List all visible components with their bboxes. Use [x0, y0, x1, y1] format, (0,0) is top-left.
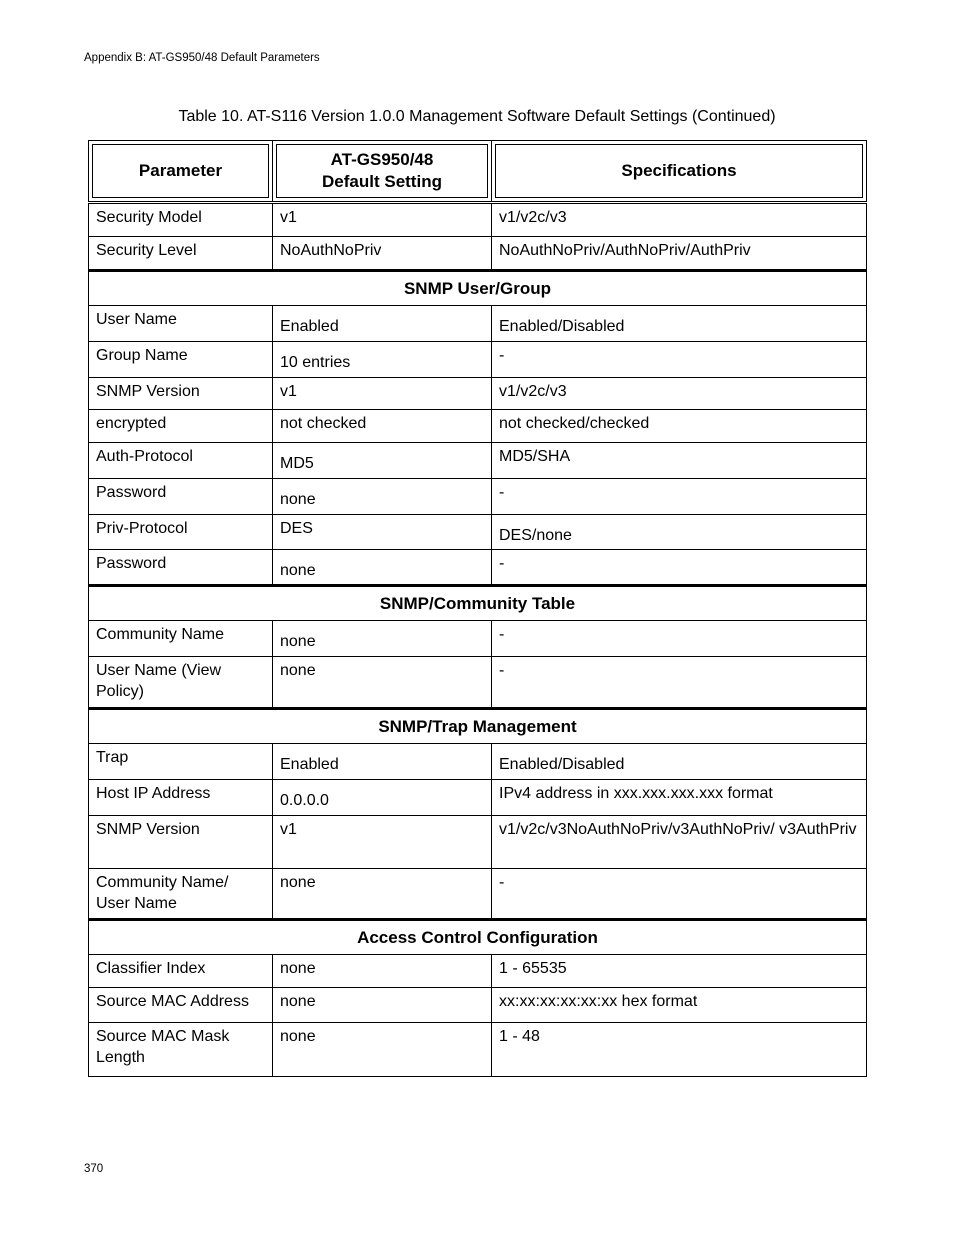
default-setting-cell [273, 378, 492, 410]
table-row [89, 657, 867, 709]
default-setting-cell [273, 816, 492, 869]
parameter-cell [89, 816, 273, 869]
parameter-cell [89, 443, 273, 479]
default-setting-cell [273, 780, 492, 816]
default-setting-cell-text: DES [280, 520, 313, 537]
table-row [89, 744, 867, 780]
specification-cell [492, 550, 867, 586]
default-settings-table [88, 140, 867, 1077]
default-setting-cell [273, 237, 492, 271]
header-default-line1: AT-GS950/48 [330, 150, 434, 169]
parameter-cell [89, 378, 273, 410]
specification-cell [492, 816, 867, 869]
parameter-cell-text: Security Level [96, 242, 197, 259]
table-row [89, 869, 867, 920]
parameter-cell [89, 515, 273, 550]
table-row [89, 1023, 867, 1077]
specification-cell [492, 657, 867, 709]
specification-cell-text: DES/none [499, 527, 572, 544]
header-specifications [492, 141, 867, 203]
table-row [89, 203, 867, 237]
parameter-cell [89, 988, 273, 1023]
specification-cell [492, 621, 867, 657]
section-title: Access Control Configuration [89, 920, 867, 955]
specification-cell-text: IPv4 address in xxx.xxx.xxx.xxx format [499, 785, 773, 802]
specification-cell [492, 479, 867, 515]
default-setting-cell [273, 657, 492, 709]
parameter-cell [89, 203, 273, 237]
table-row [89, 479, 867, 515]
section-header-row [89, 920, 867, 955]
table-row [89, 816, 867, 869]
specification-cell [492, 306, 867, 342]
parameter-cell-text: Auth-Protocol [96, 448, 193, 465]
default-setting-cell-text: none [280, 491, 316, 508]
section-title: SNMP User/Group [89, 271, 867, 306]
specification-cell-text: Enabled/Disabled [499, 318, 625, 335]
parameter-cell-text: Password [96, 484, 167, 501]
default-setting-cell [273, 479, 492, 515]
default-setting-cell-text: none [280, 993, 316, 1010]
table-row [89, 410, 867, 443]
header-parameter-label: Parameter [138, 161, 223, 180]
specification-cell [492, 988, 867, 1023]
default-setting-cell-text: v1 [280, 209, 297, 226]
specification-cell-text: - [499, 626, 505, 643]
specification-cell-text: MD5/SHA [499, 448, 571, 465]
parameter-cell-text: Source MAC Address [96, 993, 249, 1010]
default-setting-cell [273, 203, 492, 237]
table-row [89, 342, 867, 378]
parameter-cell [89, 410, 273, 443]
default-setting-cell [273, 955, 492, 988]
default-setting-cell [273, 306, 492, 342]
specification-cell [492, 237, 867, 271]
table-row [89, 621, 867, 657]
parameter-cell [89, 237, 273, 271]
table-row [89, 780, 867, 816]
running-header: Appendix B: AT-GS950/48 Default Parameters [84, 52, 320, 64]
header-specifications-label: Specifications [621, 161, 737, 180]
default-setting-cell-text: none [280, 562, 316, 579]
section-header-row [89, 271, 867, 306]
parameter-cell [89, 550, 273, 586]
specification-cell-text: v1/v2c/v3NoAuthNoPriv/v3AuthNoPriv/ v3AuthPriv [499, 821, 857, 838]
specification-cell-text: xx:xx:xx:xx:xx:xx hex format [499, 993, 698, 1010]
parameter-cell-text: User Name (View Policy) [96, 662, 222, 700]
parameter-cell-text: Group Name [96, 347, 188, 364]
specification-cell [492, 869, 867, 920]
specification-cell-text: NoAuthNoPriv/AuthNoPriv/AuthPriv [499, 242, 751, 259]
parameter-cell-text: SNMP Version [96, 821, 200, 838]
parameter-cell-text: encrypted [96, 415, 167, 432]
table-row [89, 443, 867, 479]
default-setting-cell-text: none [280, 874, 316, 891]
specification-cell-text: v1/v2c/v3 [499, 209, 567, 226]
parameter-cell [89, 479, 273, 515]
table-row [89, 550, 867, 586]
parameter-cell-text: User Name [96, 311, 177, 328]
default-setting-cell-text: v1 [280, 383, 297, 400]
parameter-cell [89, 1023, 273, 1077]
table-caption: Table 10. AT-S116 Version 1.0.0 Management Software Default Settings (Continued) [178, 108, 776, 125]
default-setting-cell [273, 988, 492, 1023]
specification-cell-text: 1 - 48 [499, 1028, 540, 1045]
default-setting-cell-text: 0.0.0.0 [280, 792, 329, 809]
specification-cell [492, 1023, 867, 1077]
default-setting-cell-text: NoAuthNoPriv [280, 242, 382, 259]
specification-cell [492, 410, 867, 443]
table-row [89, 988, 867, 1023]
specification-cell-text: v1/v2c/v3 [499, 383, 567, 400]
specification-cell [492, 955, 867, 988]
parameter-cell-text: Trap [96, 749, 129, 766]
default-setting-cell [273, 515, 492, 550]
default-setting-cell [273, 621, 492, 657]
table-header-row [89, 141, 867, 203]
default-setting-cell-text: none [280, 633, 316, 650]
default-setting-cell-text: Enabled [280, 756, 339, 773]
specification-cell [492, 515, 867, 550]
specification-cell [492, 342, 867, 378]
specification-cell [492, 203, 867, 237]
parameter-cell [89, 869, 273, 920]
section-title: SNMP/Trap Management [89, 709, 867, 744]
specification-cell-text: Enabled/Disabled [499, 756, 625, 773]
table-row [89, 378, 867, 410]
specification-cell-text: - [499, 347, 505, 364]
section-header-row [89, 709, 867, 744]
parameter-cell-text: Source MAC Mask Length [96, 1028, 230, 1066]
default-setting-cell-text: 10 entries [280, 354, 351, 371]
parameter-cell-text: Password [96, 555, 167, 572]
specification-cell-text: - [499, 555, 505, 572]
default-setting-cell-text: none [280, 960, 316, 977]
parameter-cell [89, 955, 273, 988]
default-setting-cell [273, 869, 492, 920]
parameter-cell-text: Host IP Address [96, 785, 211, 802]
specification-cell [492, 443, 867, 479]
specification-cell-text: - [499, 874, 505, 891]
parameter-cell [89, 342, 273, 378]
section-header-row [89, 586, 867, 621]
parameter-cell [89, 657, 273, 709]
header-parameter [89, 141, 273, 203]
default-setting-cell [273, 744, 492, 780]
specification-cell [492, 780, 867, 816]
default-setting-cell-text: not checked [280, 415, 367, 432]
default-setting-cell-text: none [280, 662, 316, 679]
parameter-cell-text: Community Name [96, 626, 225, 643]
default-setting-cell-text: none [280, 1028, 316, 1045]
default-setting-cell [273, 410, 492, 443]
default-setting-cell-text: Enabled [280, 318, 339, 335]
table-row [89, 237, 867, 271]
table-row [89, 515, 867, 550]
default-setting-cell [273, 443, 492, 479]
default-setting-cell-text: MD5 [280, 455, 314, 472]
parameter-cell [89, 744, 273, 780]
default-setting-cell [273, 550, 492, 586]
specification-cell-text: not checked/checked [499, 415, 650, 432]
header-default-line2: Default Setting [322, 172, 442, 191]
section-title: SNMP/Community Table [89, 586, 867, 621]
table-row [89, 955, 867, 988]
default-setting-cell [273, 342, 492, 378]
parameter-cell-text: Classifier Index [96, 960, 206, 977]
parameter-cell-text: Security Model [96, 209, 202, 226]
default-setting-cell [273, 1023, 492, 1077]
page-number: 370 [84, 1163, 104, 1175]
specification-cell [492, 744, 867, 780]
specification-cell [492, 378, 867, 410]
specification-cell-text: - [499, 662, 505, 679]
specification-cell-text: 1 - 65535 [499, 960, 567, 977]
parameter-cell-text: Priv-Protocol [96, 520, 188, 537]
table-body [89, 203, 867, 1077]
table-row [89, 306, 867, 342]
parameter-cell [89, 780, 273, 816]
parameter-cell-text: Community Name/ User Name [96, 874, 229, 912]
parameter-cell [89, 621, 273, 657]
header-default-setting [273, 141, 492, 203]
parameter-cell [89, 306, 273, 342]
parameter-cell-text: SNMP Version [96, 383, 200, 400]
specification-cell-text: - [499, 484, 505, 501]
default-setting-cell-text: v1 [280, 821, 297, 838]
